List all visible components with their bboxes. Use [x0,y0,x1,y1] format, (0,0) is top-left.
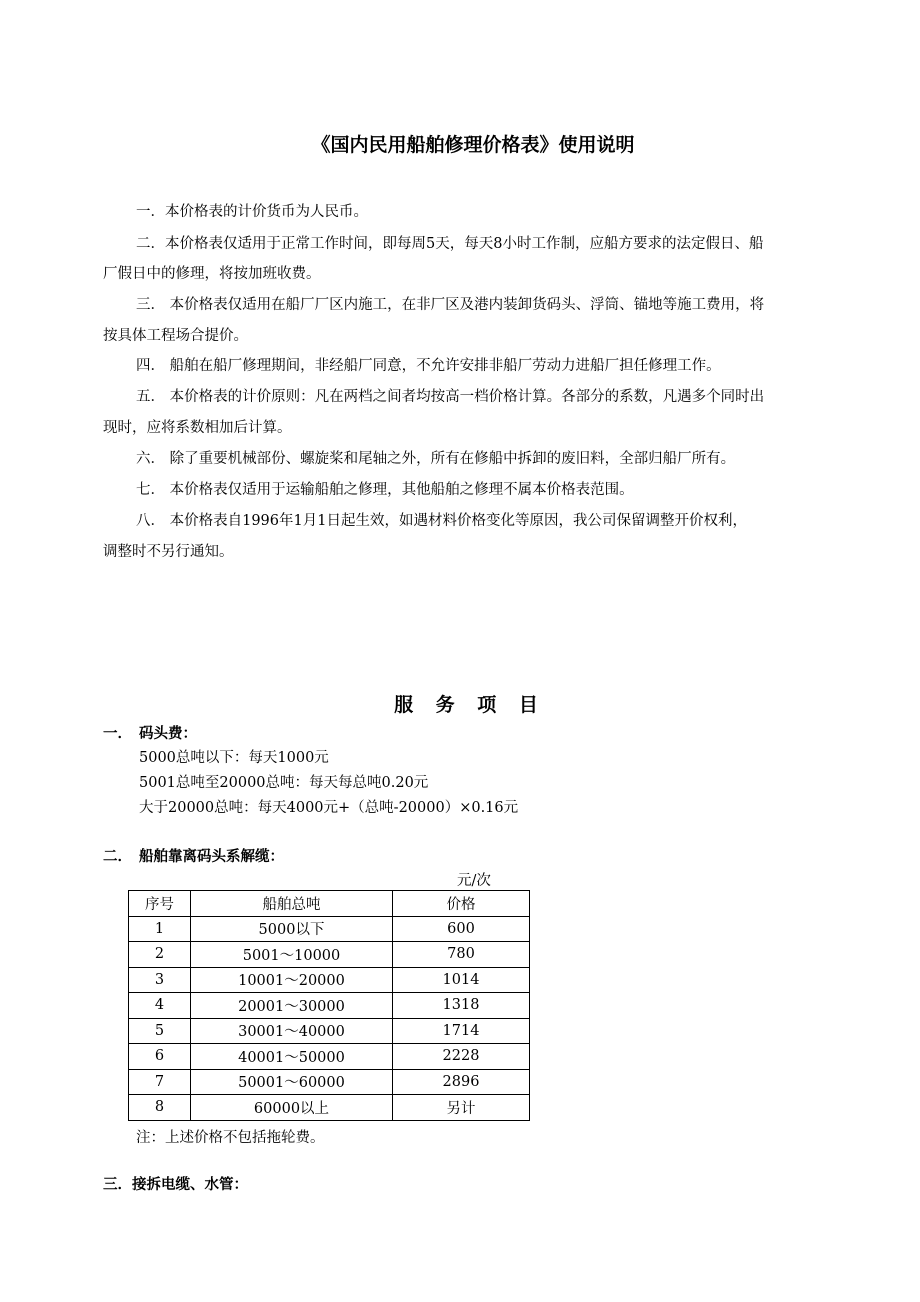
cell-seq: 5 [129,1018,191,1044]
services-title: 服 务 项 目 [394,694,546,716]
instruction-1-line-1: 一．本价格表的计价货币为人民币。 [136,204,368,220]
column-header-tonnage: 船舶总吨 [191,891,393,917]
mooring-price-table [128,890,530,1121]
cell-tonnage: 10001～20000 [191,967,393,993]
section-2-heading: 船舶靠离码头系解缆： [139,848,284,865]
cell-tonnage: 20001～30000 [191,993,393,1019]
section-1-number: 一． [103,725,132,742]
instruction-2-line-1: 二．本价格表仅适用于正常工作时间，即每周5天，每天8小时工作制，应船方要求的法定假日、船 [136,236,764,252]
instruction-8-line-2: 调整时不另行通知。 [103,544,234,560]
cell-tonnage: 5000以下 [191,916,393,942]
cell-seq: 4 [129,993,191,1019]
table-row [129,1044,530,1070]
table-row [129,916,530,942]
instruction-4-line-1: 四． 船舶在船厂修理期间，非经船厂同意，不允许安排非船厂劳动力进船厂担任修理工作。 [136,358,721,374]
section-1-line-2: 5001总吨至20000总吨：每天每总吨0.20元 [139,775,429,791]
cell-price: 1014 [393,967,530,993]
column-header-price: 价格 [393,891,530,917]
cell-price: 600 [393,916,530,942]
table-header-row [129,891,530,917]
cell-price: 另计 [393,1095,530,1121]
cell-seq: 6 [129,1044,191,1070]
cell-price: 780 [393,942,530,968]
cell-tonnage: 30001～40000 [191,1018,393,1044]
instruction-3-line-1: 三． 本价格表仅适用在船厂厂区内施工，在非厂区及港内装卸货码头、浮筒、锚地等施工费用，将 [136,297,765,313]
cell-seq: 2 [129,942,191,968]
cell-seq: 8 [129,1095,191,1121]
instruction-6-line-1: 六． 除了重要机械部份、螺旋桨和尾轴之外，所有在修船中拆卸的废旧料，全部归船厂所有。 [136,451,736,467]
table-row [129,1095,530,1121]
section-1-heading: 码头费： [139,725,197,742]
cell-price: 1318 [393,993,530,1019]
instruction-5-line-2: 现时，应将系数相加后计算。 [103,420,292,436]
table-row [129,942,530,968]
cell-tonnage: 40001～50000 [191,1044,393,1070]
document-title: 《国内民用船舶修理价格表》使用说明 [311,134,635,156]
table-row [129,1069,530,1095]
table-row [129,993,530,1019]
cell-seq: 3 [129,967,191,993]
column-header-seq: 序号 [129,891,191,917]
cell-price: 2228 [393,1044,530,1070]
instruction-2-line-2: 厂假日中的修理，将按加班收费。 [103,266,321,282]
cell-seq: 1 [129,916,191,942]
cell-tonnage: 60000以上 [191,1095,393,1121]
table-row [129,1018,530,1044]
cell-tonnage: 5001～10000 [191,942,393,968]
cell-seq: 7 [129,1069,191,1095]
cell-price: 1714 [393,1018,530,1044]
section-3-heading: 三．接拆电缆、水管： [103,1176,248,1193]
instruction-8-line-1: 八． 本价格表自1996年1月1日起生效，如遇材料价格变化等原因，我公司保留调整开价权利， [136,513,747,529]
table-row [129,967,530,993]
instruction-3-line-2: 按具体工程场合提价。 [103,328,248,344]
table-note: 注：上述价格不包括拖轮费。 [136,1130,325,1146]
table-unit-label: 元/次 [457,873,491,889]
cell-tonnage: 50001～60000 [191,1069,393,1095]
instruction-7-line-1: 七． 本价格表仅适用于运输船舶之修理，其他船舶之修理不属本价格表范围。 [136,482,634,498]
section-1-line-1: 5000总吨以下：每天1000元 [139,750,329,766]
cell-price: 2896 [393,1069,530,1095]
section-1-line-3: 大于20000总吨：每天4000元+（总吨-20000）×0.16元 [139,800,519,816]
instruction-5-line-1: 五． 本价格表的计价原则：凡在两档之间者均按高一档价格计算。各部分的系数，凡遇多个同时出 [136,389,765,405]
section-2-number: 二． [103,848,132,865]
